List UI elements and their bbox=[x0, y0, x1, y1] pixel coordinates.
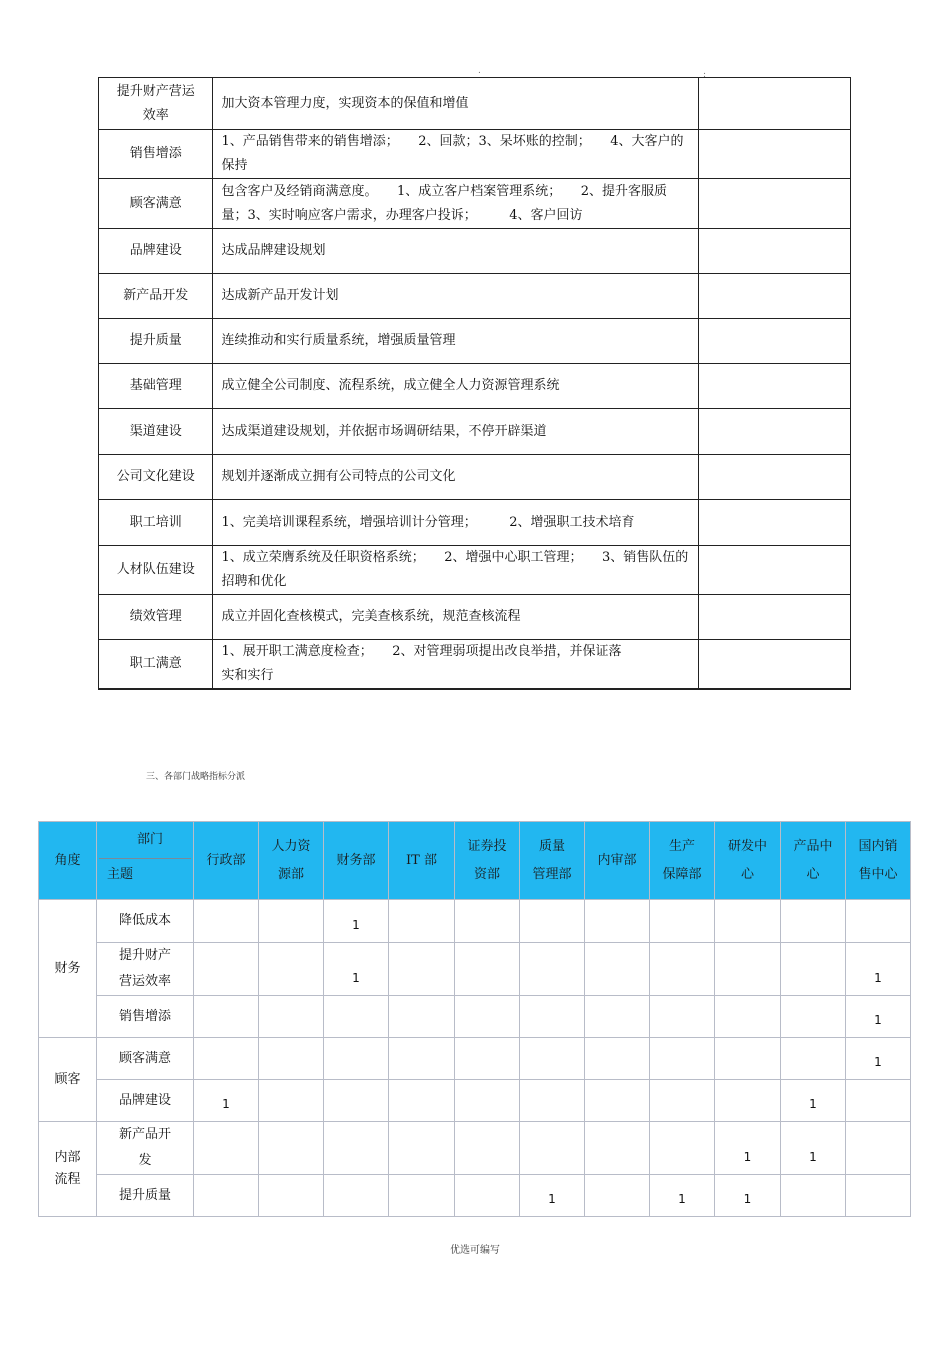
allocation-mark bbox=[715, 1080, 781, 1122]
allocation-mark bbox=[455, 996, 520, 1038]
objective-topic: 顾客满意 bbox=[99, 179, 213, 229]
objective-content: 1、产品销售带来的销售增添； 2、回款；3、呆坏账的控制； 4、大客户的保持 bbox=[213, 130, 699, 179]
topic-cell: 销售增添 bbox=[97, 996, 194, 1038]
allocation-mark: 1 bbox=[324, 900, 389, 943]
objective-blank-cell bbox=[699, 130, 851, 179]
allocation-mark bbox=[650, 1038, 715, 1080]
allocation-mark bbox=[389, 1175, 455, 1217]
objective-blank-cell bbox=[699, 179, 851, 229]
allocation-mark bbox=[324, 1122, 389, 1175]
objective-row bbox=[99, 274, 851, 319]
allocation-mark bbox=[781, 996, 846, 1038]
objective-row bbox=[99, 78, 851, 130]
topic-header-label: 主题 bbox=[107, 867, 134, 882]
allocation-mark bbox=[846, 1122, 911, 1175]
objective-row bbox=[99, 229, 851, 274]
objective-content: 达成新产品开发计划 bbox=[213, 274, 699, 319]
department-header: 生产 保障部 bbox=[650, 822, 715, 900]
allocation-mark bbox=[650, 1080, 715, 1122]
allocation-mark bbox=[585, 1175, 650, 1217]
allocation-row bbox=[39, 1175, 911, 1217]
topic-cell: 提升质量 bbox=[97, 1175, 194, 1217]
objective-topic: 绩效管理 bbox=[99, 595, 213, 640]
department-header: 研发中 心 bbox=[715, 822, 781, 900]
allocation-mark bbox=[194, 900, 259, 943]
allocation-mark bbox=[715, 900, 781, 943]
objective-content: 规划并逐渐成立拥有公司特点的公司文化 bbox=[213, 455, 699, 500]
department-header: 证券投 资部 bbox=[455, 822, 520, 900]
allocation-mark: 1 bbox=[715, 1175, 781, 1217]
stray-mark: . bbox=[478, 66, 481, 76]
objective-row bbox=[99, 130, 851, 179]
allocation-mark bbox=[259, 900, 324, 943]
objective-content: 包含客户及经销商满意度。 1、成立客户档案管理系统； 2、提升客服质量；3、实时响应客户需求，办理客户投诉； 4、客户回访 bbox=[213, 179, 699, 229]
allocation-mark bbox=[715, 943, 781, 996]
allocation-mark bbox=[585, 943, 650, 996]
objective-blank-cell bbox=[699, 409, 851, 455]
objective-topic: 销售增添 bbox=[99, 130, 213, 179]
angle-cell: 内部 流程 bbox=[39, 1122, 97, 1217]
allocation-mark bbox=[781, 1175, 846, 1217]
objective-blank-cell bbox=[699, 455, 851, 500]
objective-content: 达成品牌建设规划 bbox=[213, 229, 699, 274]
allocation-mark bbox=[194, 1122, 259, 1175]
allocation-mark bbox=[520, 1080, 585, 1122]
allocation-mark bbox=[650, 943, 715, 996]
allocation-mark bbox=[324, 1175, 389, 1217]
objective-blank-cell bbox=[699, 319, 851, 364]
allocation-mark bbox=[389, 996, 455, 1038]
allocation-mark bbox=[259, 1175, 324, 1217]
allocation-mark bbox=[324, 996, 389, 1038]
objective-topic: 基础管理 bbox=[99, 364, 213, 409]
department-header: 国内销 售中心 bbox=[846, 822, 911, 900]
topic-cell: 品牌建设 bbox=[97, 1080, 194, 1122]
allocation-mark: 1 bbox=[194, 1080, 259, 1122]
department-header: 产品中 心 bbox=[781, 822, 846, 900]
allocation-mark bbox=[585, 1080, 650, 1122]
footer-text: 优选可编写 bbox=[450, 1245, 500, 1256]
department-header: 行政部 bbox=[194, 822, 259, 900]
allocation-mark bbox=[455, 1122, 520, 1175]
allocation-mark bbox=[585, 1038, 650, 1080]
allocation-mark bbox=[259, 943, 324, 996]
allocation-mark bbox=[324, 1038, 389, 1080]
objective-row bbox=[99, 364, 851, 409]
allocation-mark bbox=[389, 1080, 455, 1122]
objective-blank-cell bbox=[699, 595, 851, 640]
allocation-mark: 1 bbox=[715, 1122, 781, 1175]
angle-cell: 财务 bbox=[39, 900, 97, 1038]
angle-cell: 顾客 bbox=[39, 1038, 97, 1122]
header-divider bbox=[99, 858, 191, 859]
topic-cell: 提升财产 营运效率 bbox=[97, 943, 194, 996]
allocation-mark bbox=[389, 1122, 455, 1175]
topic-cell: 新产品开 发 bbox=[97, 1122, 194, 1175]
allocation-mark bbox=[585, 900, 650, 943]
objective-content: 1、成立荣膺系统及任职资格系统； 2、增强中心职工管理； 3、销售队伍的招聘和优化 bbox=[213, 546, 699, 595]
department-header: 财务部 bbox=[324, 822, 389, 900]
objective-topic: 提升质量 bbox=[99, 319, 213, 364]
stray-mark: : bbox=[703, 70, 707, 80]
allocation-mark bbox=[781, 943, 846, 996]
department-header: IT 部 bbox=[389, 822, 455, 900]
allocation-mark bbox=[455, 1038, 520, 1080]
allocation-mark bbox=[455, 943, 520, 996]
allocation-mark bbox=[389, 1038, 455, 1080]
objective-blank-cell bbox=[699, 274, 851, 319]
objective-row bbox=[99, 640, 851, 690]
objective-topic: 渠道建设 bbox=[99, 409, 213, 455]
allocation-mark bbox=[650, 1122, 715, 1175]
department-header: 人力资 源部 bbox=[259, 822, 324, 900]
objective-content: 1、完美培训课程系统，增强培训计分管理； 2、增强职工技术培育 bbox=[213, 500, 699, 546]
allocation-mark bbox=[455, 1175, 520, 1217]
allocation-row bbox=[39, 943, 911, 996]
allocation-mark: 1 bbox=[781, 1122, 846, 1175]
objective-topic: 职工培训 bbox=[99, 500, 213, 546]
allocation-mark bbox=[781, 1038, 846, 1080]
allocation-mark bbox=[781, 900, 846, 943]
allocation-mark bbox=[194, 943, 259, 996]
section-heading: 三、各部门战略指标分派 bbox=[146, 772, 246, 782]
allocation-mark: 1 bbox=[520, 1175, 585, 1217]
allocation-mark bbox=[650, 996, 715, 1038]
objective-blank-cell bbox=[699, 546, 851, 595]
allocation-mark bbox=[194, 1175, 259, 1217]
allocation-mark bbox=[259, 996, 324, 1038]
objective-content: 加大资本管理力度，实现资本的保值和增值 bbox=[213, 78, 699, 130]
objective-topic: 新产品开发 bbox=[99, 274, 213, 319]
objectives-table bbox=[98, 77, 851, 690]
objective-content: 连续推动和实行质量系统，增强质量管理 bbox=[213, 319, 699, 364]
department-header: 质量 管理部 bbox=[520, 822, 585, 900]
allocation-mark bbox=[585, 996, 650, 1038]
allocation-mark bbox=[389, 943, 455, 996]
topic-cell: 降低成本 bbox=[97, 900, 194, 943]
objective-blank-cell bbox=[699, 78, 851, 130]
objective-topic: 公司文化建设 bbox=[99, 455, 213, 500]
allocation-mark bbox=[389, 900, 455, 943]
allocation-mark bbox=[455, 900, 520, 943]
objective-row bbox=[99, 546, 851, 595]
department-allocation-table bbox=[38, 821, 911, 1217]
objective-topic: 提升财产营运 效率 bbox=[99, 78, 213, 130]
allocation-mark bbox=[259, 1080, 324, 1122]
objective-content: 成立并固化查核模式，完美查核系统，规范查核流程 bbox=[213, 595, 699, 640]
allocation-mark bbox=[520, 1122, 585, 1175]
allocation-mark bbox=[324, 1080, 389, 1122]
allocation-row bbox=[39, 1080, 911, 1122]
objective-row bbox=[99, 500, 851, 546]
allocation-mark bbox=[650, 900, 715, 943]
objective-blank-cell bbox=[699, 640, 851, 690]
objective-topic: 职工满意 bbox=[99, 640, 213, 690]
objective-blank-cell bbox=[699, 229, 851, 274]
allocation-mark bbox=[846, 1175, 911, 1217]
allocation-mark bbox=[846, 1080, 911, 1122]
topic-cell: 顾客满意 bbox=[97, 1038, 194, 1080]
allocation-mark bbox=[715, 1038, 781, 1080]
allocation-row bbox=[39, 996, 911, 1038]
allocation-mark: 1 bbox=[781, 1080, 846, 1122]
objective-content: 1、展开职工满意度检查； 2、对管理弱项提出改良举措，并保证落 实和实行 bbox=[213, 640, 699, 690]
objective-content: 达成渠道建设规划，并依据市场调研结果，不停开辟渠道 bbox=[213, 409, 699, 455]
angle-header: 角度 bbox=[39, 822, 97, 900]
objective-content: 成立健全公司制度、流程系统，成立健全人力资源管理系统 bbox=[213, 364, 699, 409]
allocation-mark: 1 bbox=[650, 1175, 715, 1217]
objective-blank-cell bbox=[699, 500, 851, 546]
allocation-mark bbox=[585, 1122, 650, 1175]
allocation-mark bbox=[455, 1080, 520, 1122]
objective-blank-cell bbox=[699, 364, 851, 409]
allocation-mark bbox=[715, 996, 781, 1038]
allocation-row bbox=[39, 900, 911, 943]
allocation-mark: 1 bbox=[846, 1038, 911, 1080]
allocation-row bbox=[39, 1038, 911, 1080]
allocation-mark bbox=[259, 1122, 324, 1175]
objective-row bbox=[99, 179, 851, 229]
allocation-mark bbox=[520, 943, 585, 996]
allocation-mark bbox=[520, 900, 585, 943]
allocation-mark bbox=[259, 1038, 324, 1080]
allocation-mark bbox=[520, 996, 585, 1038]
allocation-mark bbox=[520, 1038, 585, 1080]
allocation-mark bbox=[846, 900, 911, 943]
allocation-mark bbox=[194, 996, 259, 1038]
department-header: 内审部 bbox=[585, 822, 650, 900]
objective-row bbox=[99, 319, 851, 364]
objective-topic: 人材队伍建设 bbox=[99, 546, 213, 595]
objective-row bbox=[99, 409, 851, 455]
allocation-mark bbox=[194, 1038, 259, 1080]
dept-header-label: 部门 bbox=[137, 832, 164, 847]
allocation-mark: 1 bbox=[846, 943, 911, 996]
allocation-mark: 1 bbox=[846, 996, 911, 1038]
allocation-row bbox=[39, 1122, 911, 1175]
objective-topic: 品牌建设 bbox=[99, 229, 213, 274]
dept-topic-corner-header bbox=[97, 822, 194, 900]
objective-row bbox=[99, 455, 851, 500]
objective-row bbox=[99, 595, 851, 640]
allocation-mark: 1 bbox=[324, 943, 389, 996]
